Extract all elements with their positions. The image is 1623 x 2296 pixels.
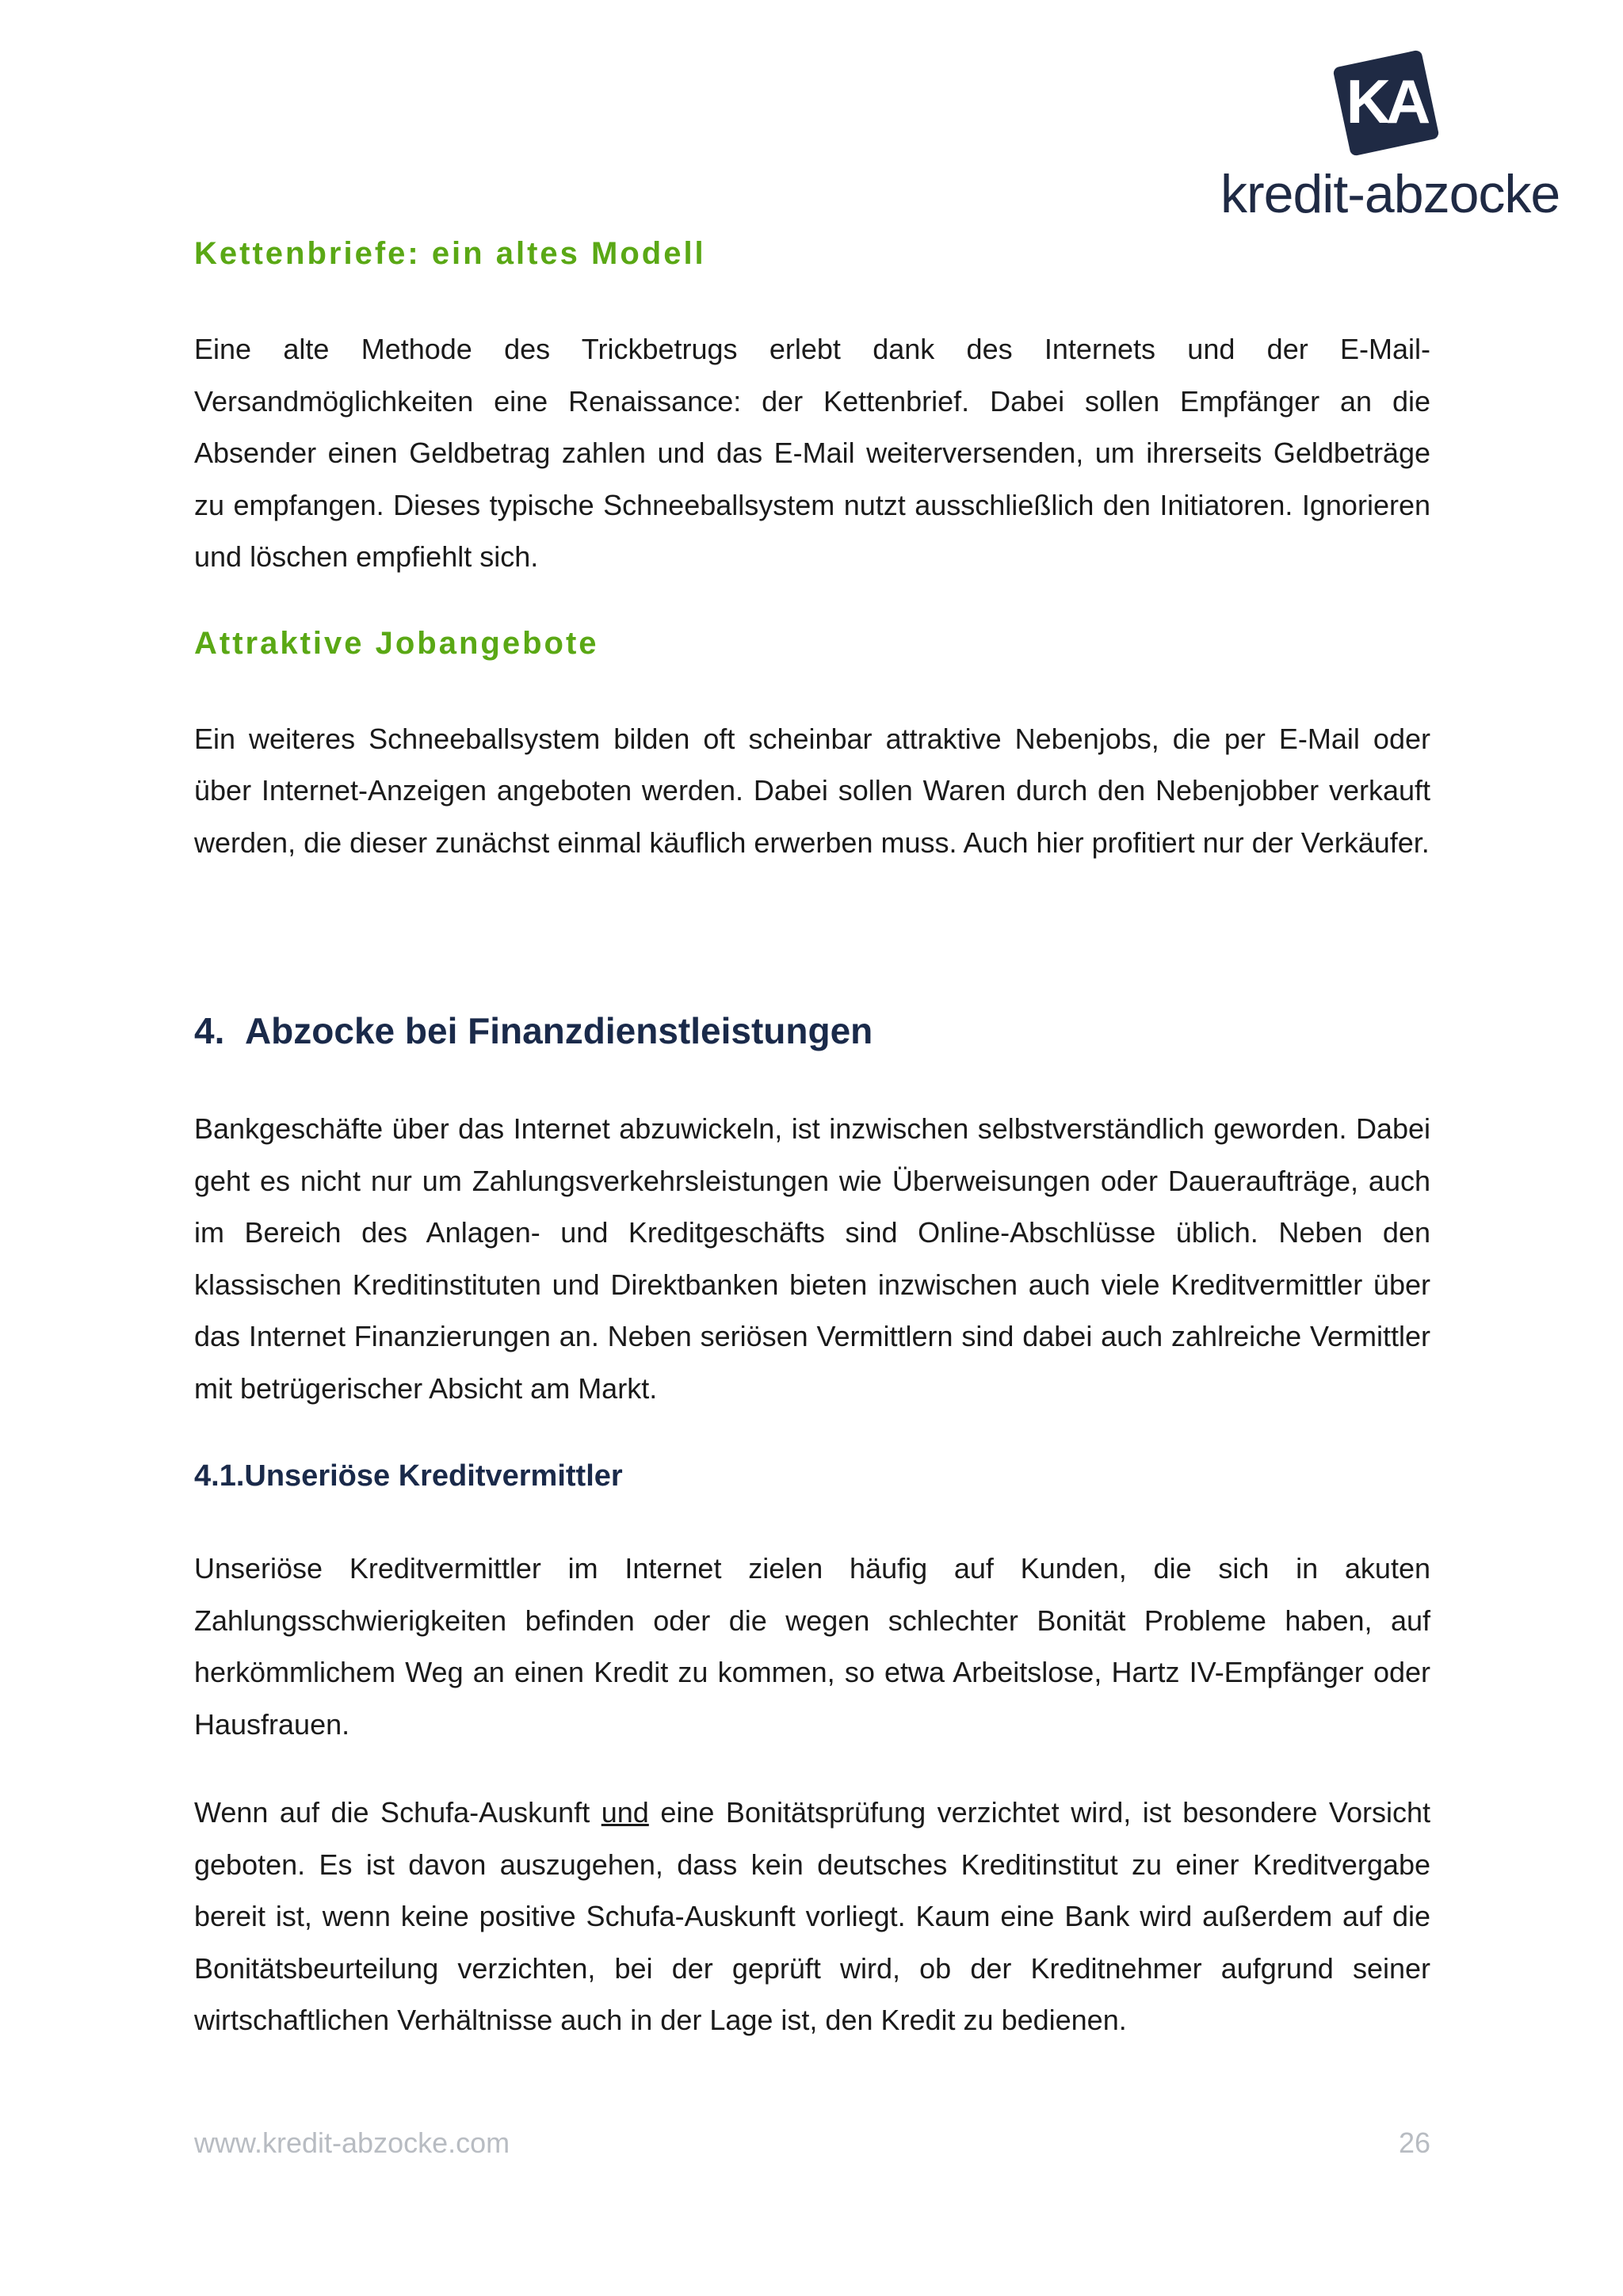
brand-logo [1212, 44, 1561, 234]
paragraph-finanzdienstleistungen: Bankgeschäfte über das Internet abzuwickeln, ist inzwischen selbstverständlich geworden. Dabei geht es nicht nur um Zahlungsverkehrsleistungen wie Überweisungen oder Daueraufträge, auch im Bereich des Anlagen- und Kreditgeschäfts sind Online-Abschlüsse üblich. Neben den klassischen Kreditinstituten und Direktbanken bieten inzwischen auch viele Kreditvermittler über das Internet Finanzierungen an. Neben seriösen Vermittlern sind dabei auch zahlreiche Vermittler mit betrügerischer Absicht am Markt. [194, 1112, 1430, 1405]
paragraph-jobangebote: Ein weiteres Schneeballsystem bilden oft scheinbar attraktive Nebenjobs, die per E-Mail oder über Internet-Anzeigen angeboten werden. Dabei sollen Waren durch den Nebenjobber verkauft werden, die dieser zunächst einmal käuflich erwerben muss. Auch hier profitiert nur der Verkäufer. [194, 722, 1430, 859]
subsection-heading [194, 1452, 1430, 1500]
chapter-title: Abzocke bei Finanzdienstleistungen [244, 1010, 873, 1051]
footer-url[interactable]: www.kredit-abzocke.com [194, 2126, 510, 2159]
ka-logo-icon [1327, 44, 1445, 162]
chapter-number: 4. [194, 1010, 225, 1051]
page-footer [194, 2123, 1430, 2163]
chapter-heading [194, 1003, 1430, 1058]
svg-text:KA: KA [1346, 67, 1426, 136]
subsection-title: Unseriöse Kreditvermittler [244, 1459, 623, 1493]
paragraph-text-a: Wenn auf die Schufa-Auskunft [194, 1796, 601, 1829]
subsection-number: 4.1. [194, 1459, 245, 1493]
section-heading-jobangebote: Attraktive Jobangebote [194, 625, 599, 661]
logo-wordmark: kredit-abzocke [1220, 164, 1560, 224]
section-heading-kettenbriefe: Kettenbriefe: ein altes Modell [194, 236, 706, 271]
paragraph-text-b: eine Bonitätsprüfung verzichtet wird, ist besondere Vorsicht geboten. Es ist davon auszugehen, dass kein deutsches Kreditinstitut zu einer Kreditvergabe bereit ist, wenn keine positive Schufa-Auskunft vorliegt. Kaum eine Bank wird außerdem auf die Bonitätsbeurteilung verzichten, bei der geprüft wird, ob der Kreditnehmer aufgrund seiner wirtschaftlichen Verhältnisse auch in der Lage ist, den Kredit zu bedienen. [194, 1796, 1430, 2036]
paragraph-kreditvermittler-2 [194, 1787, 1430, 2046]
underlined-word: und [601, 1796, 649, 1829]
paragraph-kreditvermittler-1: Unseriöse Kreditvermittler im Internet zielen häufig auf Kunden, die sich in akuten Zahlungsschwierigkeiten befinden oder die wegen schlechter Bonität Probleme haben, auf herkömmlichem Weg an einen Kredit zu kommen, so etwa Arbeitslose, Hartz IV-Empfänger oder Hausfrauen. [194, 1552, 1430, 1741]
page-number: 26 [1398, 2126, 1430, 2159]
paragraph-kettenbriefe: Eine alte Methode des Trickbetrugs erlebt dank des Internets und der E-Mail-Versandmöglichkeiten eine Renaissance: der Kettenbrief. Dabei sollen Empfänger an die Absender einen Geldbetrag zahlen und das E-Mail weiterversenden, um ihrerseits Geldbeträge zu empfangen. Dieses typische Schneeballsystem nutzt ausschließlich den Initiatoren. Ignorieren und löschen empfiehlt sich. [194, 333, 1430, 573]
page-content [194, 230, 1430, 2046]
